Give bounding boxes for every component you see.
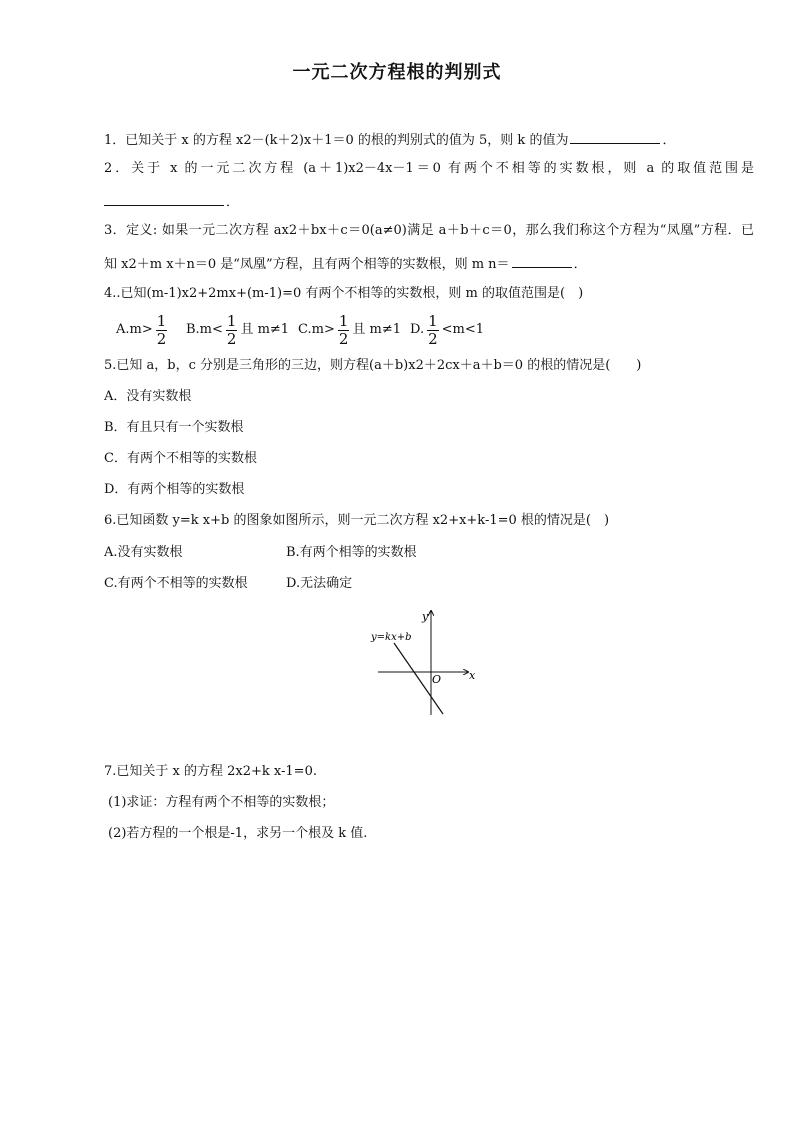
- option-c-prefix: C.m>: [298, 322, 335, 337]
- fraction-denominator: 2: [226, 329, 237, 348]
- question-5-stem: 5.已知 a，b，c 分别是三角形的三边，则方程(a＋b)x2＋2cx＋a＋b＝0 的根的情况是( ): [104, 358, 642, 373]
- answer-blank[interactable]: [570, 129, 660, 144]
- fraction-numerator: 1: [226, 311, 237, 330]
- question-6-stem: 6.已知函数 y=k x+b 的图象如图所示，则一元二次方程 x2+x+k-1=0 根的情况是( ): [104, 513, 610, 528]
- question-5-option-a: A．没有实数根: [104, 389, 192, 404]
- answer-blank[interactable]: [104, 191, 224, 206]
- question-4-option-a: [116, 313, 170, 347]
- option-c-suffix: 且 m≠1: [352, 322, 402, 337]
- y-axis-label: y: [422, 610, 429, 623]
- fraction-denominator: 2: [338, 329, 349, 348]
- question-6-option-a: A.没有实数根: [104, 545, 183, 560]
- question-7-part-1: (1)求证：方程有两个不相等的实数根；: [108, 795, 335, 810]
- fraction-numerator: 1: [428, 311, 438, 330]
- page-title: 一元二次方程根的判别式: [292, 62, 502, 83]
- question-6-option-b: B.有两个相等的实数根: [286, 545, 417, 560]
- question-2-line-2: [104, 191, 754, 212]
- question-4-option-b: [186, 313, 289, 347]
- linear-function-graph: [365, 605, 490, 720]
- question-7-stem: 7.已知关于 x 的方程 2x2+k x-1=0.: [104, 764, 317, 779]
- question-7-part-2: (2)若方程的一个根是-1，求另一个根及 k 值.: [108, 826, 368, 841]
- question-5-option-d: D．有两个相等的实数根: [104, 482, 245, 497]
- question-2-line-1: 2．关于 x 的一元二次方程 (a＋1)x2－4x－1＝0 有两个不相等的实数根，则 a 的取值范围是: [104, 161, 754, 176]
- question-3-text: 知 x2＋m x＋n＝0 是“凤凰”方程，且有两个相等的实数根，则 m n＝: [104, 257, 510, 272]
- answer-blank[interactable]: [512, 253, 572, 268]
- fraction: [427, 313, 439, 348]
- question-1: [104, 129, 754, 150]
- question-6-option-d: D.无法确定: [286, 576, 353, 591]
- question-4-stem: 4..已知(m-1)x2+2mx+(m-1)=0 有两个不相等的实数根，则 m 的取值范围是( ): [104, 286, 584, 301]
- option-d-prefix: D.: [410, 322, 425, 337]
- question-5-option-b: B．有且只有一个实数根: [104, 420, 244, 435]
- question-5-option-c: C．有两个不相等的实数根: [104, 451, 257, 466]
- question-3-line-2: [104, 253, 754, 274]
- question-6-option-c: C.有两个不相等的实数根: [104, 576, 248, 591]
- fraction-denominator: 2: [428, 329, 438, 348]
- question-2-end: ．: [226, 195, 240, 210]
- option-d-suffix: <m<1: [441, 322, 485, 337]
- question-4-option-d: [410, 313, 484, 347]
- question-1-text: 1．已知关于 x 的方程 x2－(k＋2)x＋1＝0 的根的判别式的值为 5，则 k 的值为: [104, 133, 569, 148]
- fraction-numerator: 1: [156, 311, 167, 330]
- question-4-option-c: [298, 313, 401, 347]
- line-label: y=kx+b: [371, 632, 412, 643]
- origin-label: O: [432, 673, 442, 686]
- option-b-prefix: B.m<: [186, 322, 223, 337]
- fraction-numerator: 1: [338, 311, 349, 330]
- fraction: [226, 313, 238, 348]
- question-3-line-1: 3．定义: 如果一元二次方程 ax2＋bx＋c＝0(a≠0)满足 a＋b＋c＝0，那么我们称这个方程为“凤凰”方程．已: [104, 223, 754, 238]
- option-b-suffix: 且 m≠1: [240, 322, 290, 337]
- fraction: [338, 313, 350, 348]
- option-a-prefix: A.m>: [116, 322, 153, 337]
- question-1-end: ．: [662, 133, 676, 148]
- fraction: [156, 313, 168, 348]
- question-3-end: ．: [573, 257, 587, 272]
- fraction-denominator: 2: [156, 329, 167, 348]
- x-axis-label: x: [469, 669, 476, 682]
